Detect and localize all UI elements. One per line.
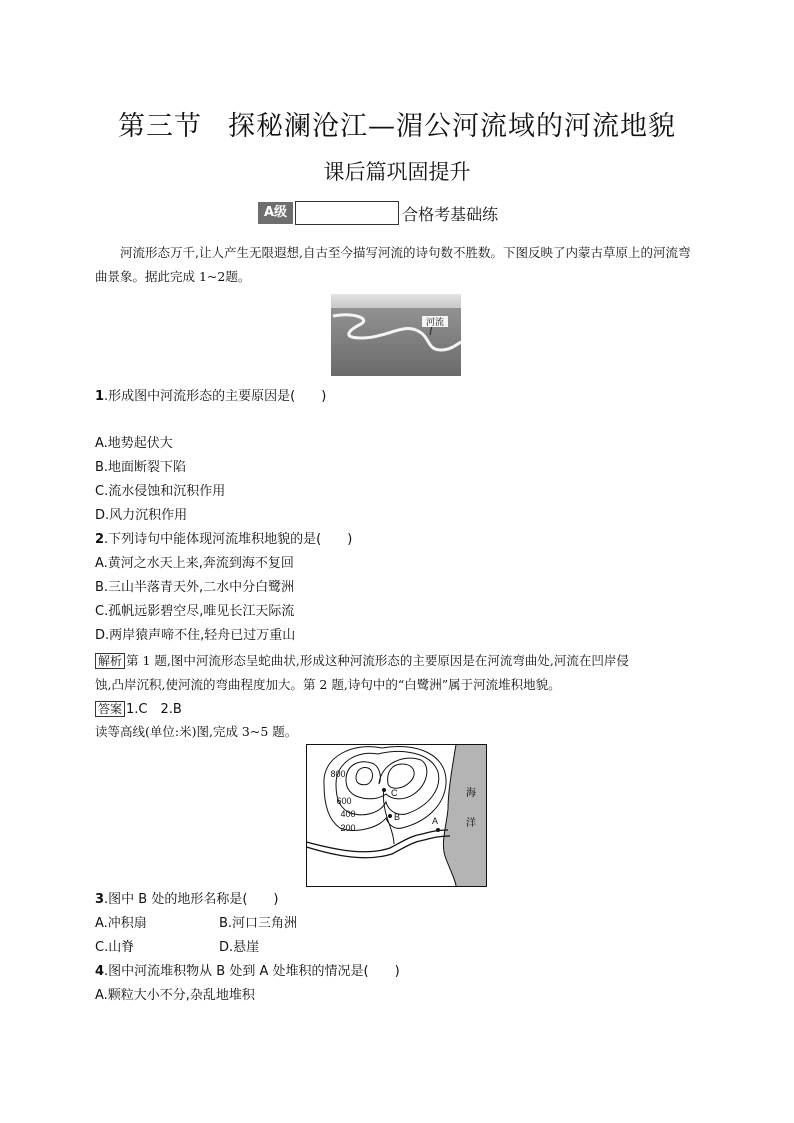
analysis-tag: 解析 bbox=[95, 653, 125, 669]
question-2 bbox=[95, 531, 352, 549]
answer-block bbox=[95, 700, 182, 719]
point-c-label: C bbox=[391, 788, 398, 798]
page-subtitle: 课后篇巩固提升 bbox=[323, 160, 471, 184]
q2-option-a[interactable]: A.黄河之水天上来,奔流到海不复回 bbox=[95, 556, 294, 571]
q1-option-b[interactable]: B.地面断裂下陷 bbox=[95, 460, 187, 475]
question-1 bbox=[95, 388, 326, 406]
question-2-stem: .下列诗句中能体现河流堆积地貌的是( ) bbox=[104, 532, 353, 547]
q2-option-c[interactable]: C.孤帆远影碧空尽,唯见长江天际流 bbox=[95, 604, 295, 619]
level-blank-box bbox=[295, 201, 399, 225]
analysis-block bbox=[95, 652, 629, 670]
point-a-marker bbox=[436, 828, 440, 832]
sea-label-1: 海 bbox=[466, 788, 476, 799]
q2-option-b[interactable]: B.三山半落青天外,二水中分白鹭洲 bbox=[95, 580, 295, 595]
question-3 bbox=[95, 891, 279, 909]
answer-tag: 答案 bbox=[95, 701, 125, 717]
analysis-line-1: 第 1 题,图中河流形态呈蛇曲状,形成这种河流形态的主要原因是在河流弯曲处,河流在凹岸侵 bbox=[126, 653, 629, 668]
level-badge: A级 bbox=[258, 202, 293, 224]
page-title bbox=[0, 104, 794, 143]
level-name: 合格考基础练 bbox=[402, 204, 499, 224]
question-1-number: 1 bbox=[95, 389, 105, 404]
q3-option-c[interactable]: C.山脊 bbox=[95, 940, 135, 955]
title-topic: 探秘澜沧江—湄公河流域的河流地貌 bbox=[228, 111, 676, 142]
point-a-label: A bbox=[432, 816, 439, 826]
q1-option-c[interactable]: C.流水侵蚀和沉积作用 bbox=[95, 484, 226, 499]
q4-option-a[interactable]: A.颗粒大小不分,杂乱地堆积 bbox=[95, 988, 255, 1003]
question-1-stem: .形成图中河流形态的主要原因是( ) bbox=[104, 389, 327, 404]
point-b-label: B bbox=[394, 812, 401, 822]
answer-text: 1.C 2.B bbox=[126, 702, 182, 717]
contour-map bbox=[306, 744, 487, 887]
analysis-line-2: 蚀,凸岸沉积,使河流的弯曲程度加大。第 2 题,诗句中的“白鹭洲”属于河流堆积地貌。 bbox=[95, 677, 561, 692]
q3-option-d[interactable]: D.悬崖 bbox=[219, 940, 260, 955]
photo-sky bbox=[331, 294, 461, 308]
contour-label-600: 600 bbox=[336, 796, 352, 806]
contour-label-800: 800 bbox=[330, 769, 346, 779]
intro-2: 读等高线(单位:米)图,完成 3~5 题。 bbox=[95, 724, 298, 739]
river-photo bbox=[331, 294, 461, 376]
question-3-stem: .图中 B 处的地形名称是( ) bbox=[104, 892, 279, 907]
q1-option-d[interactable]: D.风力沉积作用 bbox=[95, 508, 188, 523]
q2-option-d[interactable]: D.两岸猿声啼不住,轻舟已过万重山 bbox=[95, 628, 296, 643]
title-section: 第三节 bbox=[118, 111, 202, 142]
question-2-number: 2 bbox=[95, 532, 105, 547]
river-label: 河流 bbox=[425, 317, 445, 327]
point-b-marker bbox=[388, 814, 392, 818]
contour-label-200: 200 bbox=[340, 823, 356, 833]
question-4-number: 4 bbox=[95, 964, 105, 979]
intro-paragraph: 河流形态万千,让人产生无限遐想,自古至今描写河流的诗句数不胜数。下图反映了内蒙古草原上的河流弯曲景象。据此完成 1~2题。 bbox=[95, 245, 691, 284]
q3-option-a[interactable]: A.冲积扇 bbox=[95, 916, 147, 931]
q1-option-a[interactable]: A.地势起伏大 bbox=[95, 436, 173, 451]
question-3-number: 3 bbox=[95, 892, 105, 907]
level-bar bbox=[258, 200, 498, 226]
point-c-marker bbox=[382, 788, 386, 792]
q3-option-b[interactable]: B.河口三角洲 bbox=[219, 916, 298, 931]
sea-label-2: 洋 bbox=[466, 818, 476, 829]
question-4 bbox=[95, 963, 400, 981]
contour-label-400: 400 bbox=[340, 809, 356, 819]
question-4-stem: .图中河流堆积物从 B 处到 A 处堆积的情况是( ) bbox=[104, 964, 400, 979]
